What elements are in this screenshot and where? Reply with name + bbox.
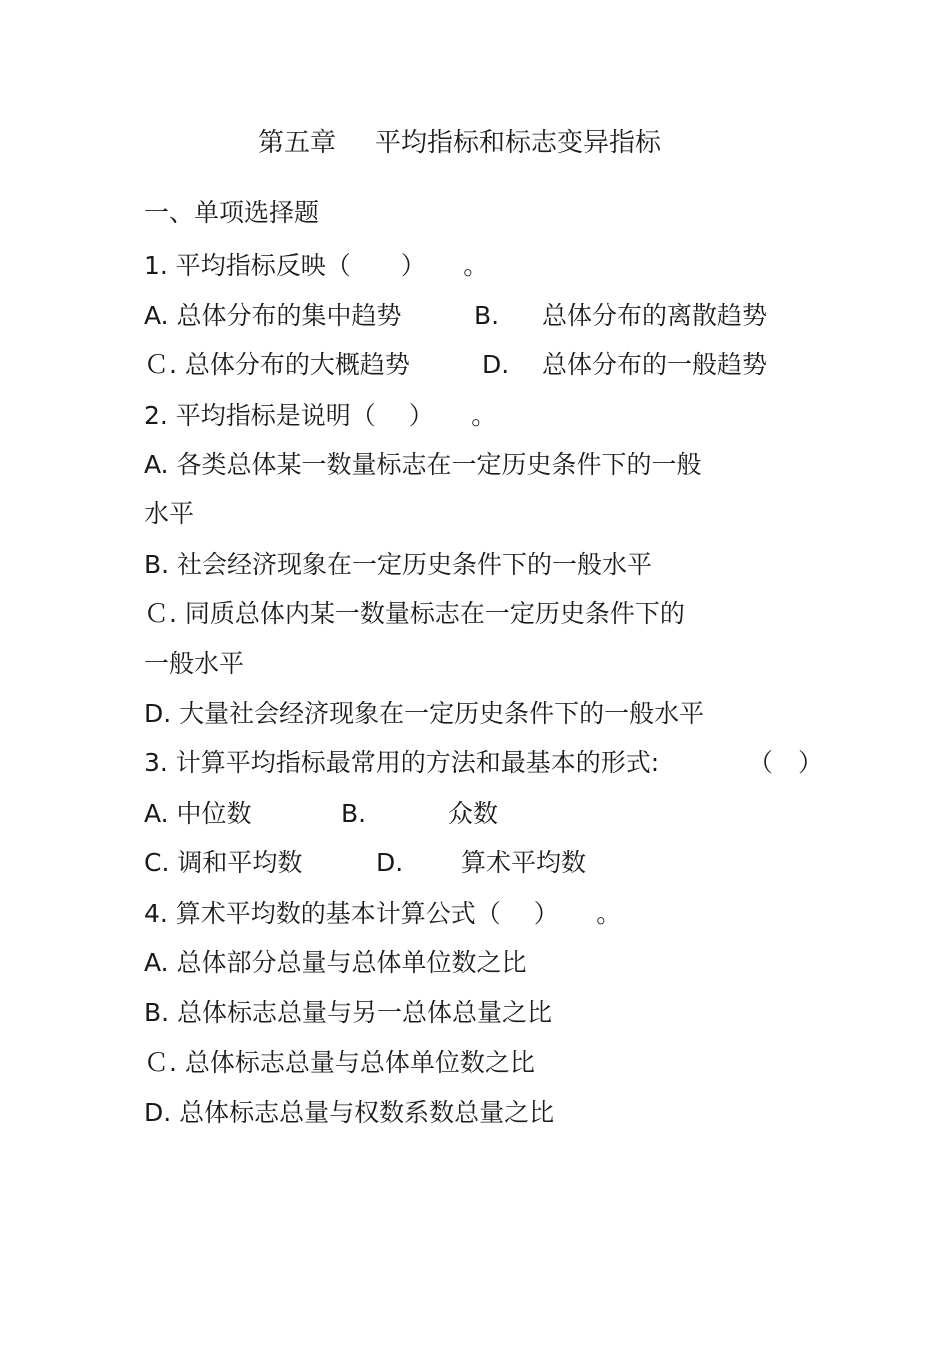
question-2: 2. 平均指标是说明（ ） 。 <box>144 401 497 430</box>
question-4-option-a: A. 总体部分总量与总体单位数之比 <box>144 948 527 977</box>
question-4-option-d: D. 总体标志总量与权数系数总量之比 <box>144 1098 555 1127</box>
question-3-option-c: C. 调和平均数 <box>144 848 303 877</box>
question-1-option-d: 总体分布的一般趋势 <box>542 350 768 379</box>
question-1-option-d-label: D. <box>482 350 510 379</box>
question-2-option-c-line-1: Ｃ. 同质总体内某一数量标志在一定历史条件下的 <box>144 599 685 628</box>
question-3-option-d-label: D. <box>376 848 404 877</box>
question-1-option-b: 总体分布的离散趋势 <box>542 301 768 330</box>
question-3-option-a: A. 中位数 <box>144 799 252 828</box>
question-4: 4. 算术平均数的基本计算公式（ ） 。 <box>144 899 622 928</box>
question-2-option-a-line-2: 水平 <box>144 499 195 528</box>
question-1-option-a: A. 总体分布的集中趋势 <box>144 301 402 330</box>
question-4-option-c: Ｃ. 总体标志总量与总体单位数之比 <box>144 1048 535 1077</box>
question-2-option-c-line-2: 一般水平 <box>144 649 245 678</box>
question-1-option-b-label: B. <box>474 301 500 330</box>
section-heading: 一、单项选择题 <box>144 198 320 227</box>
question-2-option-b: B. 社会经济现象在一定历史条件下的一般水平 <box>144 550 653 579</box>
question-2-option-d: D. 大量社会经济现象在一定历史条件下的一般水平 <box>144 699 705 728</box>
question-3: 3. 计算平均指标最常用的方法和最基本的形式: <box>144 748 660 777</box>
chapter-number: 第五章 <box>258 128 337 158</box>
question-3-answer-paren: （ ） <box>748 748 824 777</box>
question-3-option-b: 众数 <box>448 799 499 828</box>
question-1-option-c: Ｃ. 总体分布的大概趋势 <box>144 350 410 379</box>
chapter-title: 平均指标和标志变异指标 <box>375 128 662 158</box>
question-3-option-d: 算术平均数 <box>461 848 587 877</box>
question-4-option-b: B. 总体标志总量与另一总体总量之比 <box>144 998 553 1027</box>
question-2-option-a-line-1: A. 各类总体某一数量标志在一定历史条件下的一般 <box>144 450 702 479</box>
question-1: 1. 平均指标反映（ ） 。 <box>144 251 489 280</box>
question-3-option-b-label: B. <box>341 799 367 828</box>
